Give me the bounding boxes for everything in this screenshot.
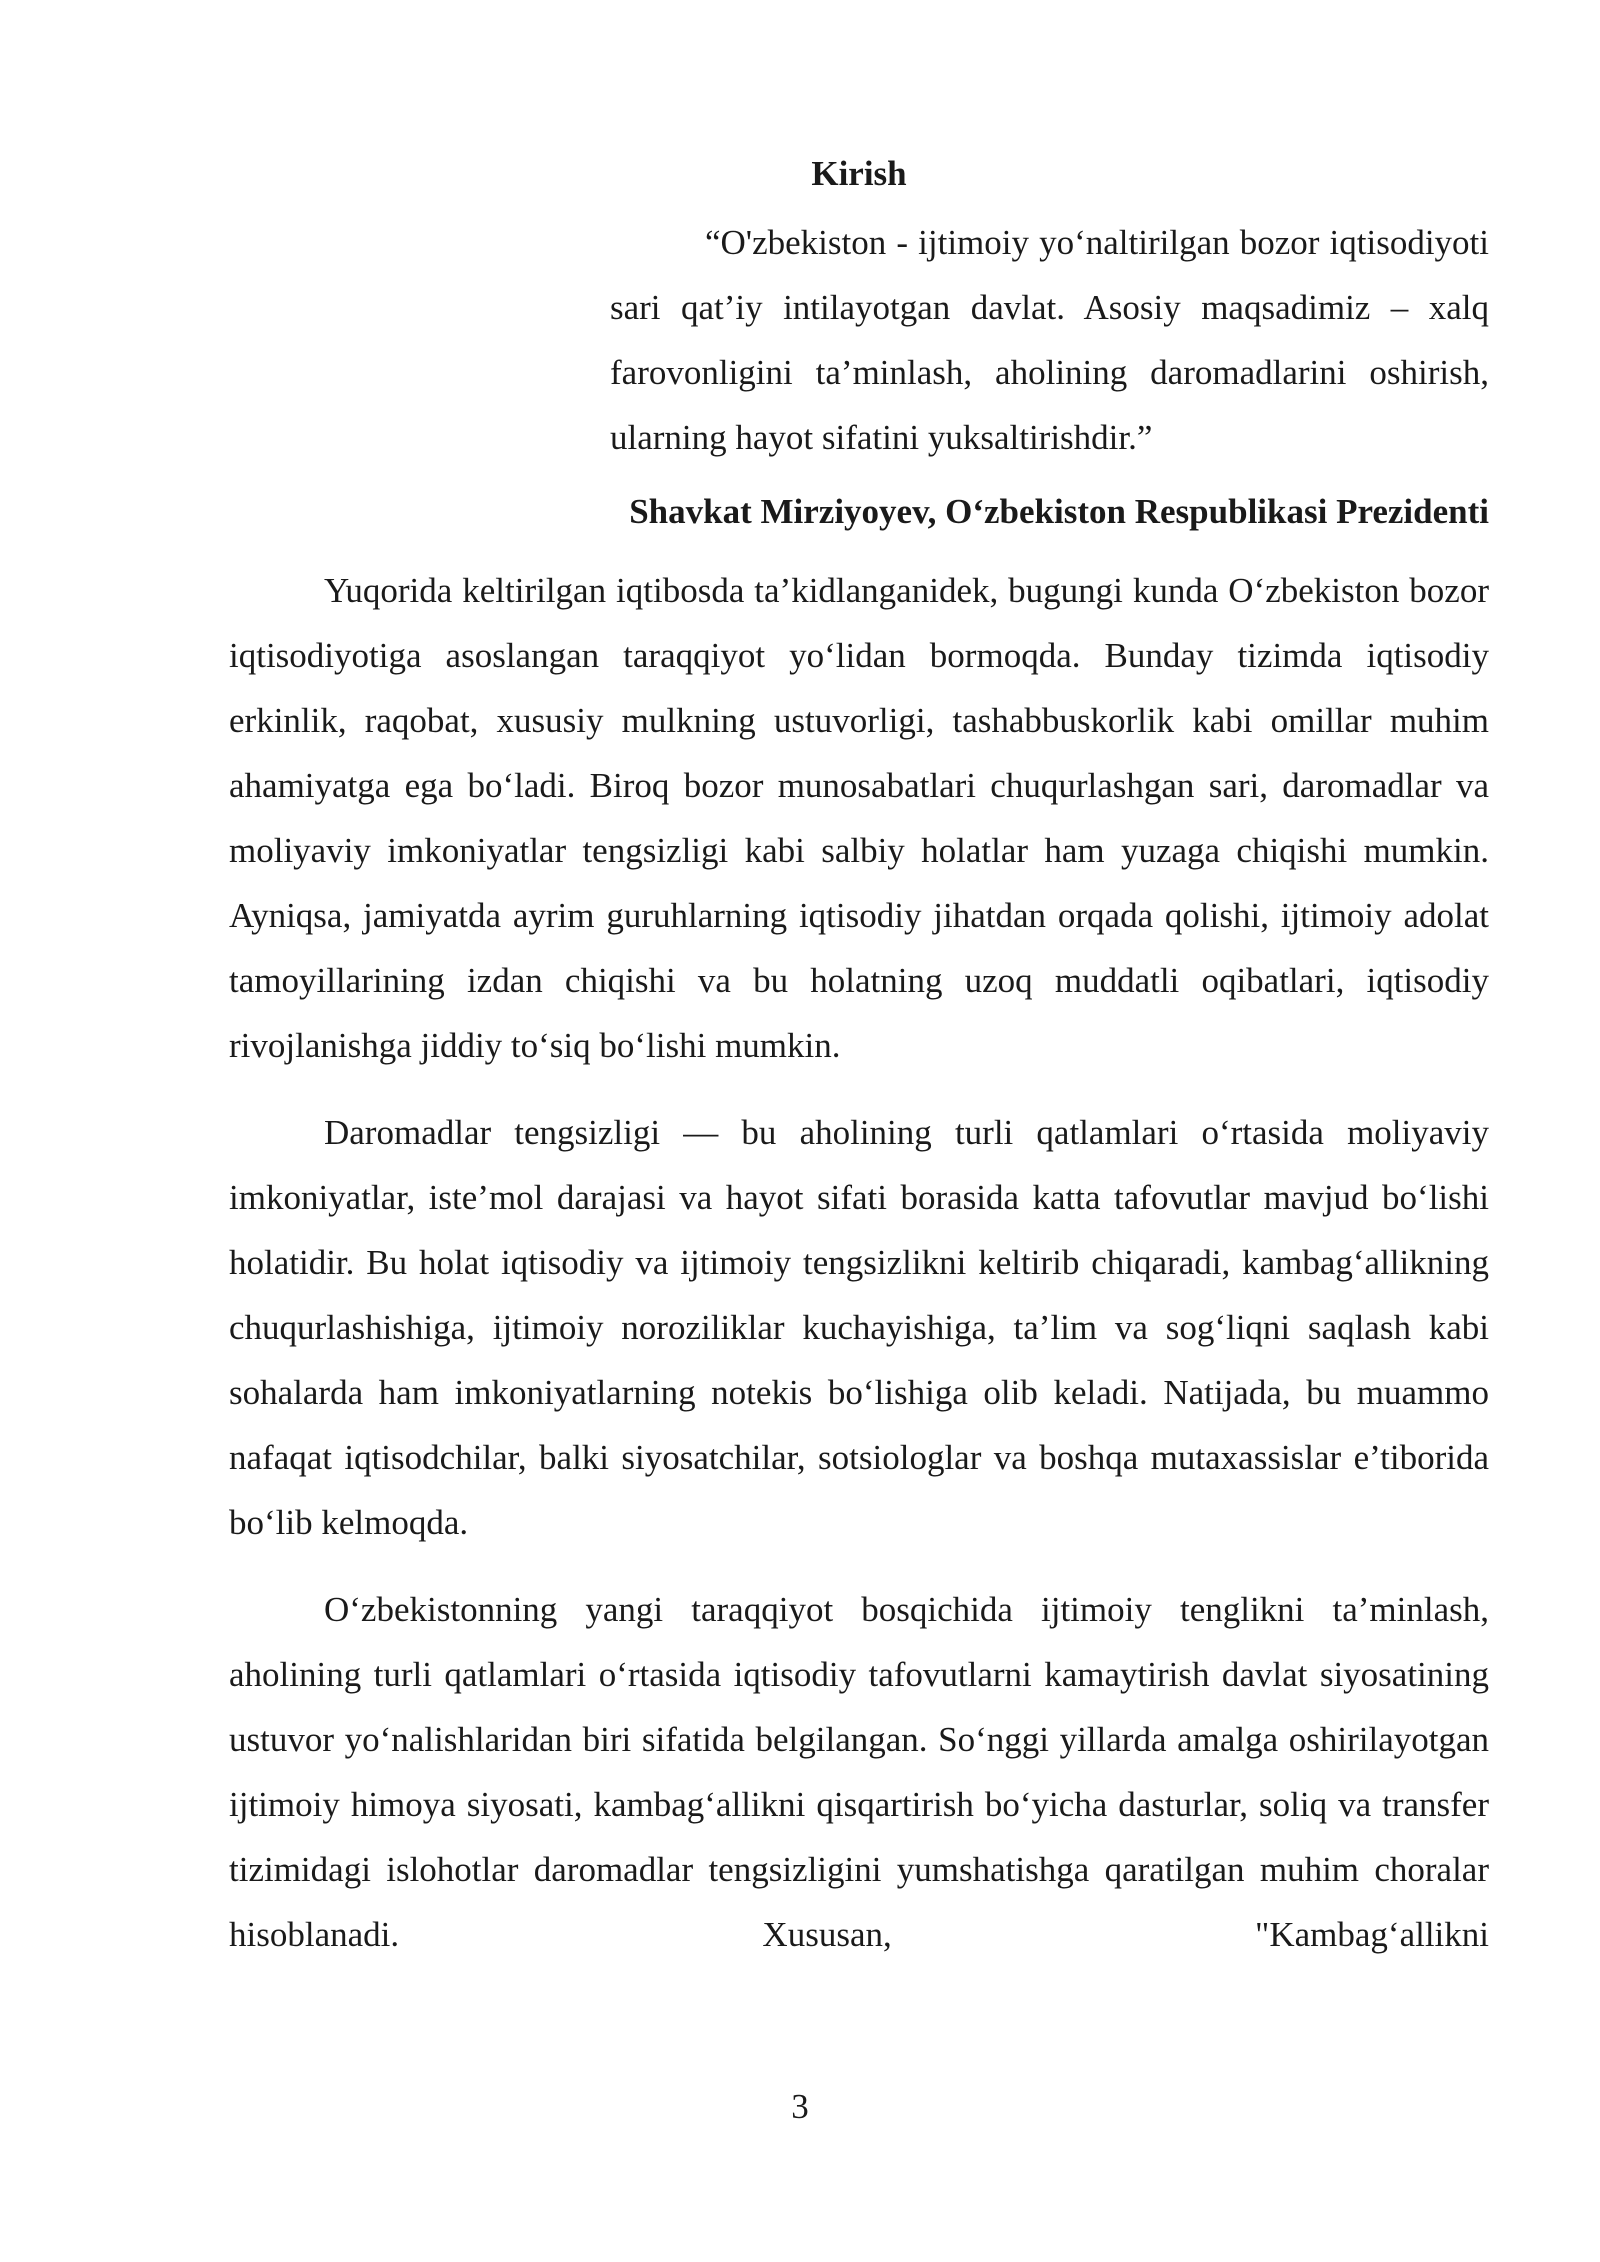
page-number: 3: [791, 2087, 809, 2126]
body-paragraph: Daromadlar tengsizligi — bu aholining turli qatlamlari o‘rtasida moliyaviy imkoniyatlar, iste’mol darajasi va hayot sifati borasida katta tafovutlar mavjud bo‘lishi holatidir. Bu holat iqtisodiy va ijtimoiy tengsizlikni keltirib chiqaradi, kambag‘allikning chuqurlashishiga, ijtimoiy noroziliklar kuchayishiga, ta’lim va sog‘liqni saqlash kabi sohalarda ham imkoniyatlarning notekis bo‘lishiga olib keladi. Natijada, bu muammo nafaqat iqtisodchilar, balki siyosatchilar, sotsiologlar va boshqa mutaxassislar e’tiborida bo‘lib kelmoqda.: [229, 1113, 1489, 1542]
epigraph-author: Shavkat Mirziyoyev, O‘zbekiston Respublikasi Prezidenti: [629, 492, 1489, 531]
page-content: [229, 148, 1489, 1989]
section-heading: Kirish: [811, 154, 907, 193]
body-paragraph: Yuqorida keltirilgan iqtibosda ta’kidlanganidek, bugungi kunda O‘zbekiston bozor iqtisodiyotiga asoslangan taraqqiyot yo‘lidan bormoqda. Bunday tizimda iqtisodiy erkinlik, raqobat, xususiy mulkning ustuvorligi, tashabbuskorlik kabi omillar muhim ahamiyatga ega bo‘ladi. Biroq bozor munosabatlari chuqurlashgan sari, daromadlar va moliyaviy imkoniyatlar tengsizligi kabi salbiy holatlar ham yuzaga chiqishi mumkin. Ayniqsa, jamiyatda ayrim guruhlarning iqtisodiy jihatdan orqada qolishi, ijtimoiy adolat tamoyillarining izdan chiqishi va bu holatning uzoq muddatli oqibatlari, iqtisodiy rivojlanishga jiddiy to‘siq bo‘lishi mumkin.: [229, 571, 1489, 1065]
epigraph-quote: “O'zbekiston - ijtimoiy yo‘naltirilgan bozor iqtisodiyoti sari qat’iy intilayotgan davlat. Asosiy maqsadimiz – xalq farovonligini ta’minlash, aholining daromadlarini oshirish, ularning hayot sifatini yuksaltirishdir.”: [610, 223, 1489, 457]
body-paragraph: O‘zbekistonning yangi taraqqiyot bosqichida ijtimoiy tenglikni ta’minlash, aholining turli qatlamlari o‘rtasida iqtisodiy tafovutlarni kamaytirish davlat siyosatining ustuvor yo‘nalishlaridan biri sifatida belgilangan. So‘nggi yillarda amalga oshirilayotgan ijtimoiy himoya siyosati, kambag‘allikni qisqartirish bo‘yicha dasturlar, soliq va transfer tizimidagi islohotlar daromadlar tengsizligini yumshatishga qaratilgan muhim choralar hisoblanadi. Xususan, "Kambag‘allikni: [229, 1590, 1489, 1954]
